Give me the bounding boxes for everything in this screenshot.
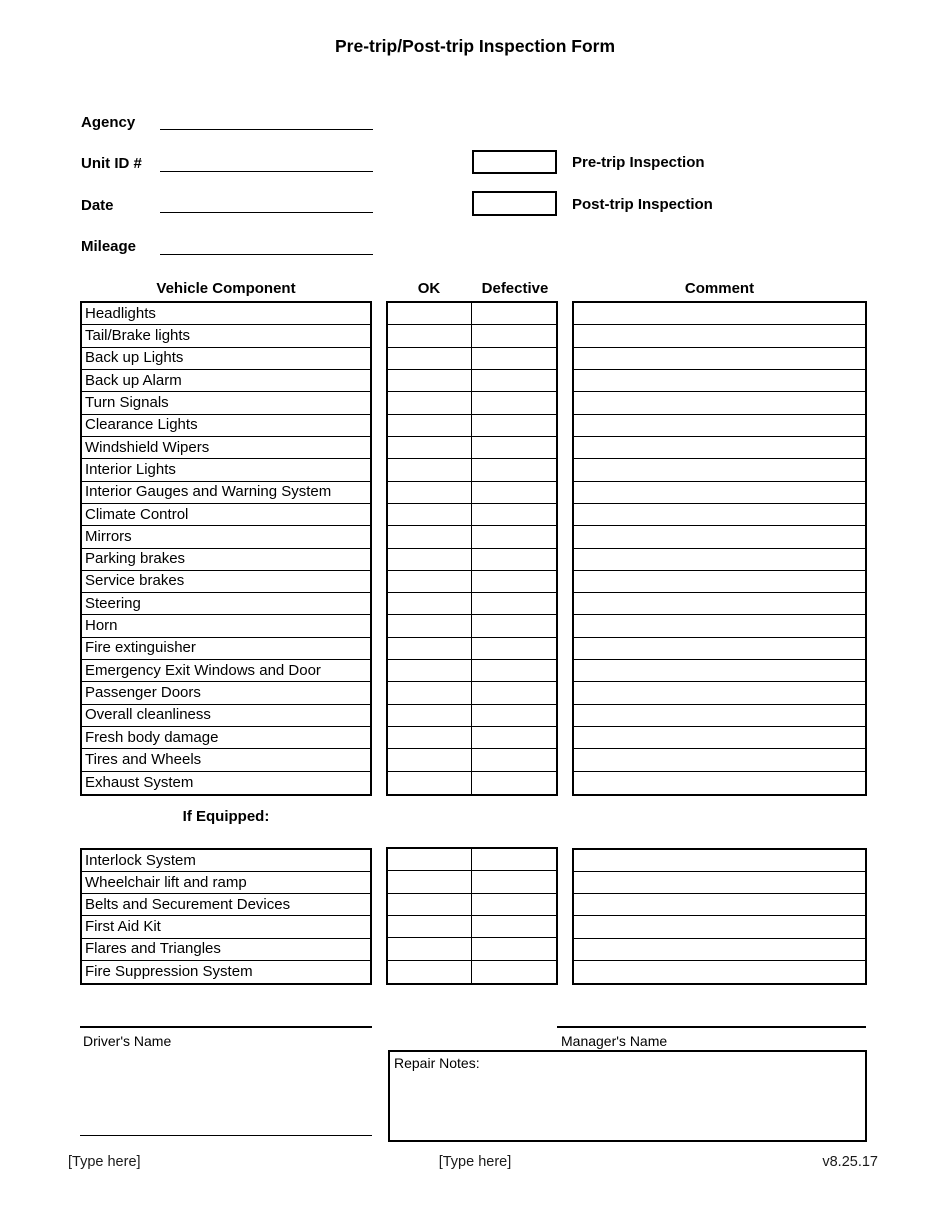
comment-cell[interactable]: [574, 325, 865, 347]
comment-cell[interactable]: [574, 348, 865, 370]
if-equipped-label: If Equipped:: [182, 808, 270, 825]
ok-defective-check-cell[interactable]: [472, 392, 556, 414]
component-name-cell: Interior Gauges and Warning System: [82, 482, 370, 504]
ok-defective-check-cell[interactable]: [388, 482, 472, 504]
component-name-cell: Interior Lights: [82, 459, 370, 481]
comment-cell[interactable]: [574, 894, 865, 916]
ok-defective-check-cell[interactable]: [388, 638, 472, 660]
if-equipped-comment-table: [572, 848, 867, 985]
ok-defective-check-cell[interactable]: [472, 871, 556, 893]
ok-defective-check-cell[interactable]: [388, 415, 472, 437]
ok-defective-check-cell[interactable]: [388, 571, 472, 593]
ok-defective-check-cell[interactable]: [472, 849, 556, 871]
component-name-cell: Wheelchair lift and ramp: [82, 872, 370, 894]
comment-cell[interactable]: [574, 437, 865, 459]
if-equipped-ok-defective-table: [386, 847, 558, 985]
pretrip-checkbox-label: Pre-trip Inspection: [572, 154, 705, 171]
if-equipped-component-table: [80, 848, 372, 985]
comment-table: [572, 301, 867, 796]
ok-defective-check-cell[interactable]: [472, 549, 556, 571]
ok-defective-check-cell[interactable]: [472, 504, 556, 526]
unit-id-input-line[interactable]: [160, 156, 373, 172]
ok-defective-check-cell[interactable]: [472, 593, 556, 615]
component-name-cell: Tires and Wheels: [82, 749, 370, 771]
mileage-label: Mileage: [81, 238, 137, 255]
ok-defective-check-cell[interactable]: [388, 727, 472, 749]
component-name-cell: Parking brakes: [82, 549, 370, 571]
comment-cell[interactable]: [574, 615, 865, 637]
ok-defective-check-cell[interactable]: [472, 437, 556, 459]
driver-name-label: Driver's Name: [83, 1033, 172, 1049]
component-name-cell: Fresh body damage: [82, 727, 370, 749]
ok-defective-check-cell[interactable]: [472, 682, 556, 704]
component-name-cell: Mirrors: [82, 526, 370, 548]
manager-signature-line[interactable]: [557, 1026, 866, 1028]
comment-cell[interactable]: [574, 682, 865, 704]
ok-defective-check-cell[interactable]: [388, 682, 472, 704]
ok-header: OK: [417, 280, 441, 297]
ok-defective-check-cell[interactable]: [472, 526, 556, 548]
comment-cell[interactable]: [574, 850, 865, 872]
component-name-cell: Back up Lights: [82, 348, 370, 370]
mileage-input-line[interactable]: [160, 239, 373, 255]
ok-defective-check-cell[interactable]: [388, 615, 472, 637]
comment-cell[interactable]: [574, 660, 865, 682]
component-name-cell: Headlights: [82, 303, 370, 325]
ok-defective-check-cell[interactable]: [388, 660, 472, 682]
ok-defective-check-cell[interactable]: [472, 348, 556, 370]
comment-cell[interactable]: [574, 638, 865, 660]
ok-defective-check-cell[interactable]: [472, 459, 556, 481]
ok-defective-check-cell[interactable]: [472, 370, 556, 392]
comment-cell[interactable]: [574, 916, 865, 938]
ok-defective-check-cell[interactable]: [472, 916, 556, 938]
ok-defective-check-cell[interactable]: [388, 526, 472, 548]
ok-defective-check-cell[interactable]: [472, 961, 556, 983]
component-name-cell: Belts and Securement Devices: [82, 894, 370, 916]
agency-input-line[interactable]: [160, 114, 373, 130]
ok-defective-check-cell[interactable]: [472, 415, 556, 437]
ok-defective-check-cell[interactable]: [388, 437, 472, 459]
component-name-cell: Exhaust System: [85, 773, 194, 791]
comment-cell[interactable]: [574, 961, 865, 983]
ok-defective-check-cell[interactable]: [472, 938, 556, 960]
driver-signature-line[interactable]: [80, 1026, 372, 1028]
ok-defective-check-cell[interactable]: [472, 303, 556, 325]
ok-defective-check-cell[interactable]: [388, 961, 472, 983]
ok-defective-check-cell[interactable]: [388, 459, 472, 481]
comment-cell[interactable]: [574, 392, 865, 414]
component-name-cell: Tail/Brake lights: [82, 325, 370, 347]
unit-id-label: Unit ID #: [81, 155, 142, 172]
ok-defective-check-cell[interactable]: [388, 325, 472, 347]
comment-cell[interactable]: [574, 303, 865, 325]
ok-defective-check-cell[interactable]: [388, 370, 472, 392]
ok-defective-check-cell[interactable]: [388, 849, 472, 871]
page-title: Pre-trip/Post-trip Inspection Form: [334, 36, 616, 56]
component-name-cell: Service brakes: [82, 571, 370, 593]
ok-defective-check-cell[interactable]: [388, 871, 472, 893]
component-name-cell: Horn: [82, 615, 370, 637]
component-name-cell: Fire extinguisher: [82, 638, 370, 660]
defective-header: Defective: [481, 280, 549, 297]
comment-header: Comment: [684, 280, 755, 297]
repair-notes-box[interactable]: [388, 1050, 867, 1142]
ok-defective-check-cell[interactable]: [388, 938, 472, 960]
component-name-cell: Steering: [82, 593, 370, 615]
ok-defective-check-cell[interactable]: [388, 392, 472, 414]
component-name-cell: Emergency Exit Windows and Door: [82, 660, 370, 682]
manager-name-label: Manager's Name: [561, 1033, 668, 1049]
ok-defective-check-cell[interactable]: [472, 325, 556, 347]
component-name-cell: Flares and Triangles: [82, 939, 370, 961]
component-name-cell: First Aid Kit: [82, 916, 370, 938]
ok-defective-check-cell[interactable]: [388, 348, 472, 370]
component-name-cell: Turn Signals: [82, 392, 370, 414]
comment-cell[interactable]: [574, 593, 865, 615]
component-name-cell: Interlock System: [82, 850, 370, 872]
vehicle-component-header: Vehicle Component: [156, 280, 296, 297]
comment-cell[interactable]: [574, 749, 865, 771]
ok-defective-check-cell[interactable]: [472, 571, 556, 593]
ok-defective-check-cell[interactable]: [472, 705, 556, 727]
comment-cell[interactable]: [574, 370, 865, 392]
ok-defective-check-cell[interactable]: [472, 660, 556, 682]
ok-defective-check-cell[interactable]: [388, 504, 472, 526]
component-name-cell: Clearance Lights: [82, 415, 370, 437]
posttrip-checkbox-label: Post-trip Inspection: [572, 196, 713, 213]
component-name-cell: Overall cleanliness: [82, 705, 370, 727]
ok-defective-check-cell[interactable]: [388, 916, 472, 938]
ok-defective-check-cell[interactable]: [472, 749, 556, 771]
component-name-cell: Back up Alarm: [82, 370, 370, 392]
ok-defective-check-cell[interactable]: [472, 894, 556, 916]
posttrip-checkbox[interactable]: [472, 191, 557, 216]
driver-bottom-line[interactable]: [80, 1135, 372, 1136]
date-input-line[interactable]: [160, 197, 373, 213]
ok-defective-check-cell[interactable]: [472, 772, 556, 794]
ok-defective-check-cell[interactable]: [472, 727, 556, 749]
comment-cell[interactable]: [574, 459, 865, 481]
component-name-cell: Passenger Doors: [82, 682, 370, 704]
ok-defective-check-cell[interactable]: [388, 894, 472, 916]
repair-notes-label: Repair Notes:: [394, 1055, 480, 1071]
ok-defective-check-cell[interactable]: [472, 615, 556, 637]
comment-cell[interactable]: [574, 872, 865, 894]
vehicle-component-table: [80, 301, 372, 796]
ok-defective-check-cell[interactable]: [388, 749, 472, 771]
pretrip-checkbox[interactable]: [472, 150, 557, 174]
component-name-cell: Fire Suppression System: [85, 962, 253, 980]
footer-type-here-left[interactable]: [Type here]: [68, 1154, 141, 1170]
ok-defective-check-cell[interactable]: [388, 303, 472, 325]
comment-cell[interactable]: [574, 549, 865, 571]
ok-defective-check-cell[interactable]: [388, 772, 472, 794]
component-name-cell: Windshield Wipers: [82, 437, 370, 459]
agency-label: Agency: [81, 114, 136, 131]
comment-cell[interactable]: [574, 939, 865, 961]
comment-cell[interactable]: [574, 705, 865, 727]
comment-cell[interactable]: [574, 526, 865, 548]
comment-cell[interactable]: [574, 504, 865, 526]
comment-cell[interactable]: [574, 727, 865, 749]
date-label: Date: [81, 197, 114, 214]
comment-cell[interactable]: [574, 415, 865, 437]
comment-cell[interactable]: [574, 571, 865, 593]
ok-defective-check-cell[interactable]: [388, 549, 472, 571]
comment-cell[interactable]: [574, 772, 865, 794]
comment-cell[interactable]: [574, 482, 865, 504]
ok-defective-check-cell[interactable]: [472, 482, 556, 504]
component-name-cell: Climate Control: [82, 504, 370, 526]
ok-defective-check-cell[interactable]: [388, 593, 472, 615]
footer-version: v8.25.17: [822, 1154, 878, 1170]
ok-defective-table: [386, 301, 558, 796]
ok-defective-check-cell[interactable]: [388, 705, 472, 727]
footer-type-here-center[interactable]: [Type here]: [438, 1154, 512, 1170]
ok-defective-check-cell[interactable]: [472, 638, 556, 660]
